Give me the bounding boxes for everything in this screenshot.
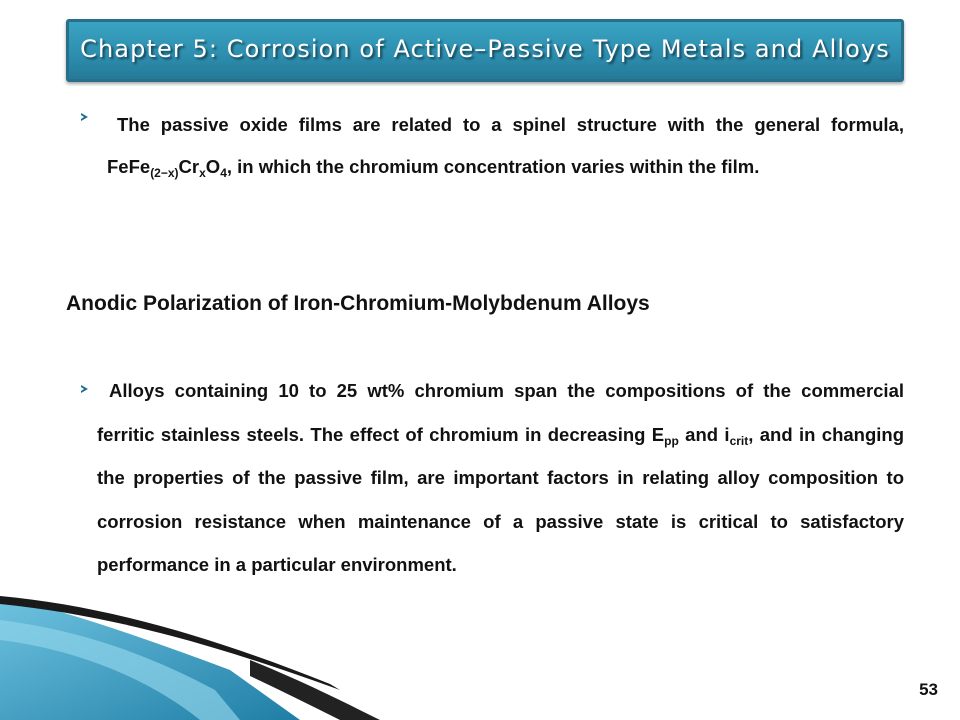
bullet-arrow-icon [81,113,88,121]
bullet1-text-b: Cr [178,156,200,177]
bullet2-sub-a: pp [664,433,679,448]
bullet2-text-a: Alloys containing 10 to 25 wt% chromium span the compositions of the commercial ferritic stainless steels. The effect of chromium in decreasing E [97,380,904,445]
bullet1-sub-b: x [199,166,206,180]
bullet2-sub-b: crit [729,433,749,448]
bullet1-sub-c: 4 [220,166,227,180]
bullet-paragraph-2 [97,369,904,587]
bullet-paragraph-1 [107,104,904,188]
bullet-arrow-icon [81,385,88,393]
page-number: 53 [919,680,938,699]
bullet1-sub-a: (2−x) [150,166,179,180]
bullet2-text-c: , and in changing the properties of the passive film, are important factors in relating alloy composition to corrosion resistance when maintenance of a passive state is critical to satisfactory performance in a particular environment. [97,423,904,575]
title-bar [66,19,904,82]
slide-title: Chapter 5: Corrosion of Active–Passive Type Metals and Alloys [80,35,890,63]
bullet1-text-a: The passive oxide films are related to a spinel structure with the general formula, FeFe [107,114,904,177]
bullet1-text-c: O [205,156,221,177]
bullet2-text-b: and i [678,423,730,445]
bullet1-text-d: , in which the chromium concentration varies within the film. [226,156,760,177]
section-heading: Anodic Polarization of Iron-Chromium-Molybdenum Alloys [66,292,650,315]
